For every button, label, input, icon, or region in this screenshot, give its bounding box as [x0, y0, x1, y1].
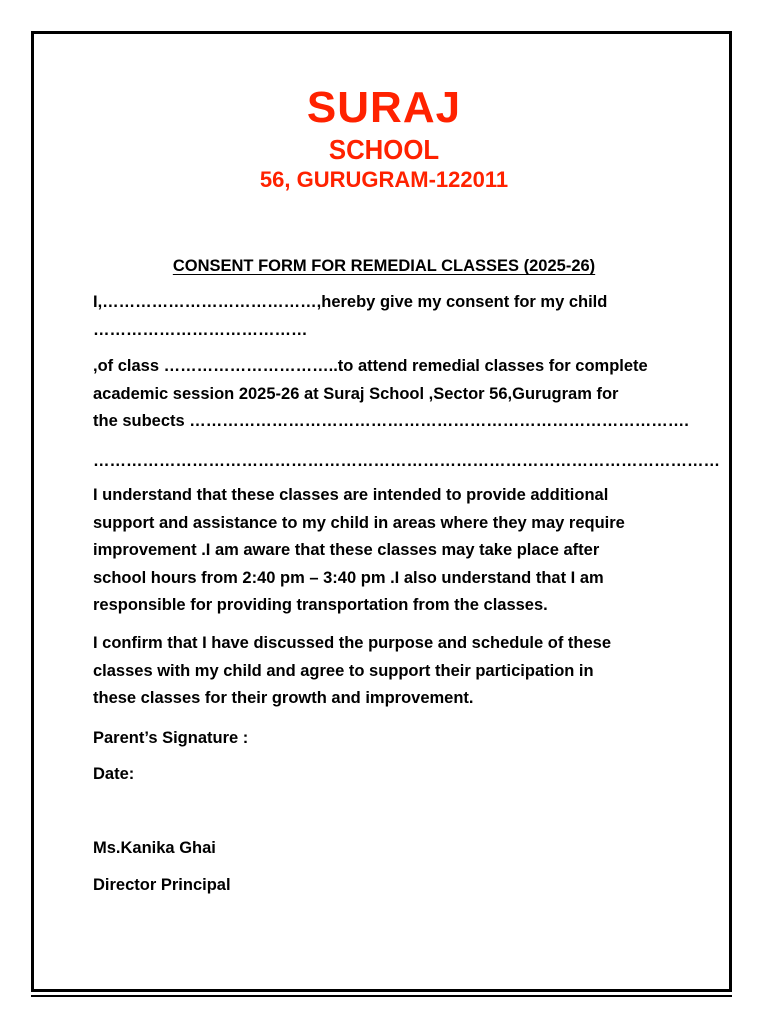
text-line: academic session 2025-26 at Suraj School ,Sector 56,Gurugram for [93, 384, 619, 403]
text-line: these classes for their growth and improvement. [93, 689, 474, 707]
school-name: SURAJ [306, 83, 462, 132]
text-line: improvement .I am aware that these classes may take place after [93, 541, 600, 559]
text-line: I,…………………………………,hereby give my consent for my child [93, 293, 608, 311]
text-line: school hours from 2:40 pm – 3:40 pm .I also understand that I am [93, 568, 604, 587]
school-address: 56, GURUGRAM-122011 [259, 167, 509, 192]
parent-signature-label: Parent’s Signature : [93, 729, 249, 747]
school-subtitle: SCHOOL [328, 134, 440, 165]
text-line: ………………………………… [93, 320, 308, 339]
text-line: I understand that these classes are intended to provide additional [93, 486, 609, 504]
text-line: I confirm that I have discussed the purpose and schedule of these [93, 634, 612, 652]
consent-paragraph-2 [93, 353, 689, 436]
confirmation-paragraph [93, 630, 683, 713]
text-line: classes with my child and agree to support their participation in [93, 661, 594, 680]
signatory-name: Ms.Kanika Ghai [93, 839, 216, 857]
consent-paragraph-1 [93, 289, 683, 344]
text-line: support and assistance to my child in areas where they may require [93, 513, 625, 532]
form-title [0, 255, 768, 277]
text-line: the subects ………………………………………………………………………………. [93, 412, 689, 430]
text-line: …………………………………………………………………………………………………… [93, 452, 720, 470]
signatory-title: Director Principal [93, 876, 231, 894]
date-label: Date: [93, 765, 135, 783]
text-line: responsible for providing transportation from the classes. [93, 596, 548, 614]
text-line: ,of class …………………………..to attend remedial classes for complete [93, 357, 648, 375]
understanding-paragraph [93, 482, 683, 620]
blank-line [93, 448, 720, 476]
form-title-text: CONSENT FORM FOR REMEDIAL CLASSES (2025-26) [172, 257, 596, 275]
